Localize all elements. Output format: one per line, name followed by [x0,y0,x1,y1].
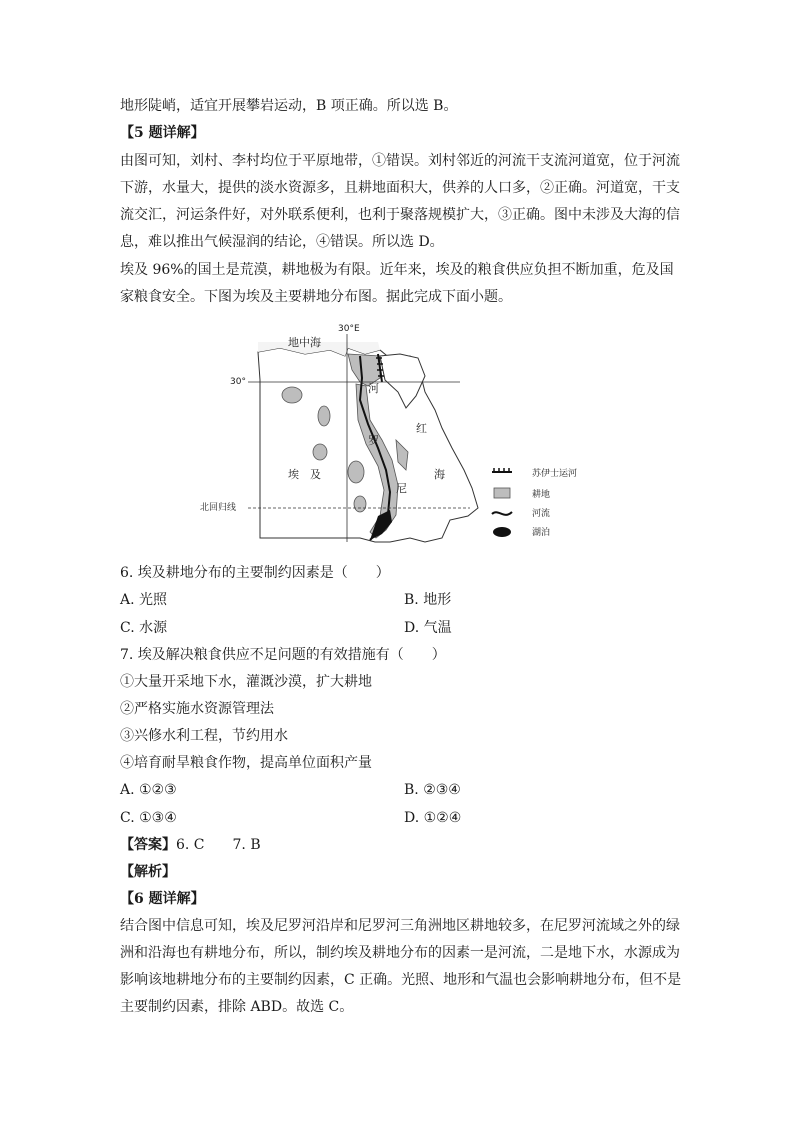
q7-item-1: ①大量开采地下水，灌溉沙漠，扩大耕地 [120,674,372,690]
q6-stem: 6. 埃及耕地分布的主要制约因素是（ ） [120,565,390,581]
q7-option-c[interactable]: C. ①③④ [120,810,177,826]
analysis-label: 【解析】 [120,864,176,880]
q7-item-4: ④培育耐旱粮食作物，提高单位面积产量 [120,755,372,771]
q6-line-4: 主要制约因素，排除 ABD。故选 C。 [120,999,354,1015]
red-sea-char-2: 海 [434,468,445,481]
answer-line [120,835,261,855]
oasis-3 [313,444,327,460]
river-char-1: 河 [368,382,379,395]
lon-label: 30°E [338,324,360,334]
country-label: 埃 及 [288,468,321,481]
q7-stem: 7. 埃及解决粮食供应不足问题的有效措施有（ ） [120,647,446,663]
q7-option-a[interactable]: A. ①②③ [120,782,177,798]
q5-line-4: 息，难以推出气候湿润的结论，④错误。所以选 D。 [120,234,444,250]
q5-line-2: 下游，水量大，提供的淡水资源多，且耕地面积大，供养的人口多，②正确。河道宽，干支 [120,180,680,196]
oasis-5 [354,496,366,512]
q5-heading: 【5 题详解】 [120,125,205,141]
q6-option-b[interactable]: B. 地形 [404,592,452,608]
lat-label: 30° [230,377,246,387]
q6-heading: 【6 题详解】 [120,891,205,907]
q6-option-c[interactable]: C. 水源 [120,620,168,636]
q6-option-d[interactable]: D. 气温 [404,620,452,636]
oasis-1 [282,387,302,403]
q6-line-3: 影响该地耕地分布的主要制约因素，C 正确。光照、地形和气温也会影响耕地分布，但不是 [120,972,682,988]
q7-option-b[interactable]: B. ②③④ [404,782,461,798]
q7-item-3: ③兴修水利工程，节约用水 [120,728,288,744]
answer-label: 【答案】 [120,837,176,853]
q6-option-a[interactable]: A. 光照 [120,592,168,608]
legend-farmland-label: 耕地 [532,490,551,500]
answer-text: 6. C 7. B [176,837,261,853]
oasis-2 [318,406,330,426]
red-sea-char-1: 红 [416,422,427,435]
legend-river-label: 河流 [532,509,551,519]
q6-line-1: 结合图中信息可知，埃及尼罗河沿岸和尼罗河三角洲地区耕地较多，在尼罗河流域之外的绿 [120,918,680,934]
intro-line-2: 家粮食安全。下图为埃及主要耕地分布图。据此完成下面小题。 [120,289,512,305]
prev-answer-tail: 地形陡峭，适宜开展攀岩运动，B 项正确。所以选 B。 [120,98,458,114]
map-legend [492,467,577,538]
river-char-2: 罗 [368,434,379,447]
oasis-4 [348,461,364,483]
egypt-farmland-map [200,320,600,550]
q6-line-2: 洲和沿海也有耕地分布，所以，制约埃及耕地分布的因素一是河流，二是地下水，水源成为 [120,945,680,961]
q5-line-3: 流交汇，河运条件好，对外联系便利，也利于聚落规模扩大，③正确。图中未涉及大海的信 [120,207,680,223]
river-char-3: 尼 [396,482,407,495]
intro-line-1: 埃及 96%的国土是荒漠，耕地极为有限。近年来，埃及的粮食供应负担不断加重，危及国 [120,262,674,278]
q7-option-d[interactable]: D. ①②④ [404,810,462,826]
tropic-label: 北回归线 [200,503,237,513]
sea-label: 地中海 [288,336,321,349]
q5-line-1: 由图可知，刘村、李村均位于平原地带，①错误。刘村邻近的河流干支流河道宽，位于河流 [120,153,680,169]
legend-canal-label: 苏伊士运河 [532,469,578,479]
q7-item-2: ②严格实施水资源管理法 [120,701,274,717]
legend-lake-label: 湖泊 [532,528,551,538]
